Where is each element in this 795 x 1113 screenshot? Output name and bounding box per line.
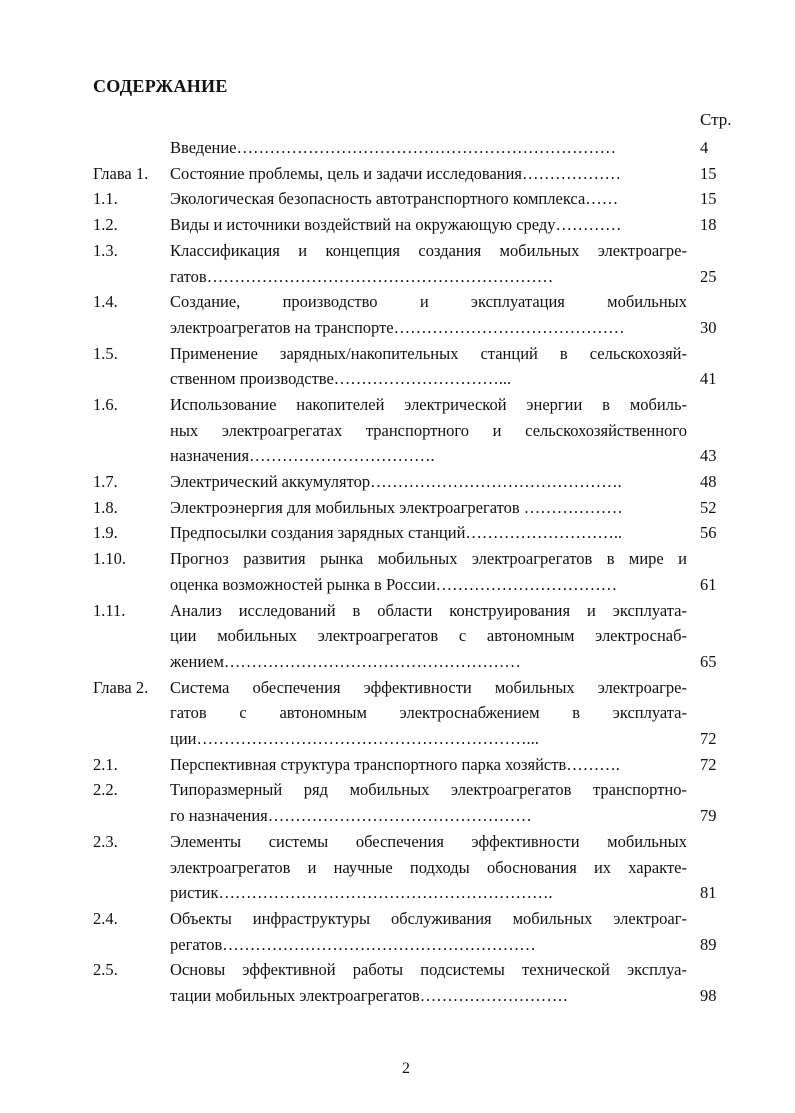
toc-entry-line: Предпосылки создания зарядных станций………………………..	[170, 523, 623, 543]
toc-entry-page: 56	[700, 523, 717, 543]
toc-entry-line: Виды и источники воздействий на окружающую среду…………	[170, 215, 622, 235]
toc-entry-number: 1.10.	[93, 549, 126, 569]
toc-entry-page: 25	[700, 266, 717, 286]
toc-entry-line: Типоразмерный ряд мобильных электроагрегатов транспортно-	[170, 780, 687, 800]
toc-entry-number: 2.3.	[93, 831, 118, 851]
toc-entry-line: Создание, производство и эксплуатация мобильных	[170, 292, 687, 312]
toc-entry-line: Система обеспечения эффективности мобильных электроагре-	[170, 677, 687, 697]
page-column-header: Стр.	[700, 110, 732, 129]
page-number: 2	[402, 1060, 410, 1077]
toc-entry	[0, 341, 795, 392]
toc-entry-line: Состояние проблемы, цель и задачи исследования………………	[170, 163, 622, 183]
toc-entry-page: 72	[700, 754, 717, 774]
toc-entry-line: Классификация и концепция создания мобильных электроагре-	[170, 240, 687, 260]
toc-entry-title	[170, 752, 687, 778]
toc-entry-title	[170, 598, 687, 675]
toc-entry-line: Прогноз развития рынка мобильных электроагрегатов в мире и	[170, 549, 687, 569]
toc-entry-line: назначения…………………………….	[170, 446, 435, 466]
toc-entry-line: регатов…………………………………………………	[170, 934, 536, 954]
toc-entry-number: 1.7.	[93, 472, 118, 492]
toc-entry-title	[170, 135, 687, 161]
toc-entry-page: 89	[700, 934, 717, 954]
toc-entry-line: Применение зарядных/накопительных станций в сельскохозяй-	[170, 343, 687, 363]
toc-entry-page: 48	[700, 472, 717, 492]
toc-entry-title	[170, 546, 687, 597]
toc-entry	[0, 495, 795, 521]
toc-entry-number: 1.9.	[93, 523, 118, 543]
toc-entry-title	[170, 675, 687, 752]
toc-entry-number: 2.1.	[93, 754, 118, 774]
toc-entry-title	[170, 161, 687, 187]
toc-entry	[0, 212, 795, 238]
toc-entry-line: оценка возможностей рынка в России……………………………	[170, 574, 618, 594]
toc-entry-page: 52	[700, 497, 717, 517]
toc-entry-title	[170, 957, 687, 1008]
toc-entry-line: го назначения…………………………………………	[170, 806, 532, 826]
toc-entry-title	[170, 777, 687, 828]
toc-entry	[0, 906, 795, 957]
toc-entry-line: Экологическая безопасность автотранспортного комплекса……	[170, 189, 619, 209]
toc-entry-number: 1.8.	[93, 497, 118, 517]
toc-entry-number: 1.6.	[93, 394, 118, 414]
toc-entry-title	[170, 212, 687, 238]
toc-entry-title	[170, 906, 687, 957]
toc-entry-line: Элементы системы обеспечения эффективности мобильных	[170, 831, 687, 851]
toc-entry	[0, 777, 795, 828]
toc-entry-number: 2.5.	[93, 960, 118, 980]
toc-entry-line: ристик…………………………………………………….	[170, 883, 553, 903]
toc-entry-page: 30	[700, 317, 717, 337]
toc-entry	[0, 392, 795, 469]
toc-entry-title	[170, 289, 687, 340]
toc-entry	[0, 520, 795, 546]
toc-entry-line: ных электроагрегатах транспортного и сельскохозяйственного	[170, 420, 687, 440]
toc-entry	[0, 675, 795, 752]
toc-entry	[0, 598, 795, 675]
toc-entry-title	[170, 238, 687, 289]
toc-entry-title	[170, 469, 687, 495]
toc-entry-title	[170, 495, 687, 521]
toc-entry	[0, 752, 795, 778]
toc-entry-line: Электроэнергия для мобильных электроагрегатов ………………	[170, 497, 623, 517]
toc-entry-page: 65	[700, 651, 717, 671]
toc-entry-line: Перспективная структура транспортного парка хозяйств……….	[170, 754, 620, 774]
toc-entry-number: 1.5.	[93, 343, 118, 363]
toc-entry	[0, 135, 795, 161]
toc-entry-title	[170, 186, 687, 212]
toc-entry-number: Глава 1.	[93, 163, 149, 183]
toc-entry-line: Введение……………………………………………………………	[170, 138, 617, 157]
toc-entry-title	[170, 341, 687, 392]
toc-entry-page: 15	[700, 163, 717, 183]
toc-entry-title	[170, 520, 687, 546]
toc-entry-number: 2.2.	[93, 780, 118, 800]
toc-entry-number: 1.4.	[93, 292, 118, 312]
toc-entry-page: 98	[700, 985, 717, 1005]
toc-entry-page: 18	[700, 215, 717, 235]
toc-entry-page: 81	[700, 883, 717, 903]
toc-entry-title	[170, 829, 687, 906]
toc-entry-number: 1.1.	[93, 189, 118, 209]
toc-entry-line: ции мобильных электроагрегатов с автономным электроснаб-	[170, 626, 687, 646]
toc-entry	[0, 546, 795, 597]
toc-entry-page: 43	[700, 446, 717, 466]
toc-entry	[0, 829, 795, 906]
toc-entry-line: тации мобильных электроагрегатов………………………	[170, 985, 569, 1005]
toc-entry-number: Глава 2.	[93, 677, 149, 697]
toc-entry-line: Основы эффективной работы подсистемы технической эксплуа-	[170, 960, 687, 980]
toc-entry-line: электроагрегатов на транспорте……………………………………	[170, 317, 625, 337]
toc-entry-title	[170, 392, 687, 469]
toc-entry-line: гатов………………………………………………………	[170, 266, 554, 286]
toc-entry	[0, 957, 795, 1008]
toc-entry	[0, 289, 795, 340]
toc-entry-number: 1.11.	[93, 600, 126, 620]
toc-entry-number: 2.4.	[93, 908, 118, 928]
toc-entry-line: ственном производстве…………………………...	[170, 369, 512, 389]
toc-entry-line: электроагрегатов и научные подходы обоснования их характе-	[170, 857, 687, 877]
toc-entry-line: Объекты инфраструктуры обслуживания мобильных электроаг-	[170, 908, 687, 928]
toc-entry-page: 79	[700, 806, 717, 826]
table-of-contents	[0, 135, 795, 1009]
toc-entry-number: 1.2.	[93, 215, 118, 235]
toc-entry-page: 72	[700, 729, 717, 749]
toc-entry-line: жением………………………………………………	[170, 651, 521, 671]
page-title: СОДЕРЖАНИЕ	[93, 76, 228, 96]
toc-entry	[0, 161, 795, 187]
toc-entry	[0, 469, 795, 495]
toc-entry-page: 4	[700, 138, 709, 157]
toc-entry	[0, 186, 795, 212]
toc-entry-page: 15	[700, 189, 717, 209]
toc-entry-line: гатов с автономным электроснабжением в эксплуата-	[170, 703, 687, 723]
toc-entry	[0, 238, 795, 289]
toc-entry-line: ции……………………………………………………...	[170, 729, 539, 749]
toc-entry-number: 1.3.	[93, 240, 118, 260]
toc-entry-page: 41	[700, 369, 717, 389]
toc-entry-page: 61	[700, 574, 717, 594]
toc-entry-line: Электрический аккумулятор……………………………………….	[170, 472, 622, 492]
toc-entry-line: Использование накопителей электрической энергии в мобиль-	[170, 394, 687, 414]
toc-entry-line: Анализ исследований в области конструирования и эксплуата-	[170, 600, 687, 620]
